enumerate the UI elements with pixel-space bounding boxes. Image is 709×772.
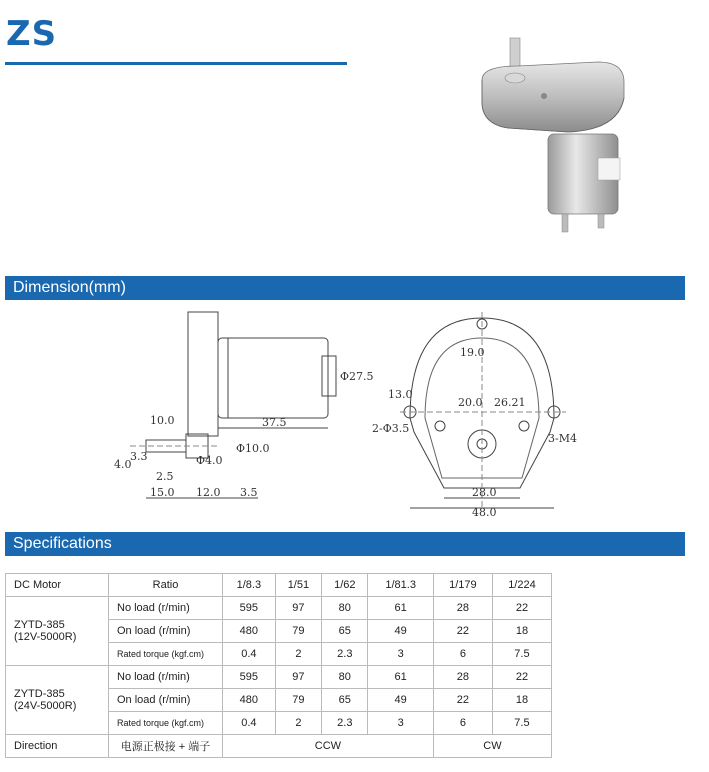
motor-cell: [6, 597, 109, 666]
value-cell: 61: [368, 597, 433, 620]
value-cell: 22: [433, 689, 492, 712]
ratio-cell: 1/179: [433, 574, 492, 597]
value-cell: 49: [368, 620, 433, 643]
value-cell: 7.5: [492, 643, 551, 666]
value-cell: 2.3: [322, 643, 368, 666]
motor-model: ZYTD-385: [14, 688, 65, 700]
row-label: No load (r/min): [109, 666, 223, 689]
value-cell: 97: [275, 666, 321, 689]
col-header-motor: DC Motor: [6, 574, 109, 597]
row-label: Rated torque (kgf.cm): [109, 643, 223, 666]
title-underline: [5, 62, 347, 65]
dim-label: 48.0: [472, 506, 497, 518]
motor-spec: (12V-5000R): [14, 631, 77, 643]
direction-row: [6, 735, 552, 758]
section-header-dimension: Dimension(mm): [5, 276, 685, 300]
value-cell: 18: [492, 620, 551, 643]
direction-ccw: CCW: [223, 735, 434, 758]
value-cell: 2: [275, 712, 321, 735]
value-cell: 80: [322, 597, 368, 620]
value-cell: 3: [368, 643, 433, 666]
motor-cell: [6, 666, 109, 735]
dim-label: 26.21: [494, 396, 526, 409]
ratio-cell: 1/62: [322, 574, 368, 597]
ratio-cell: 1/224: [492, 574, 551, 597]
value-cell: 7.5: [492, 712, 551, 735]
dim-label: 13.0: [388, 388, 413, 401]
value-cell: 18: [492, 689, 551, 712]
dim-label: 3.3: [130, 450, 148, 463]
value-cell: 6: [433, 712, 492, 735]
value-cell: 22: [492, 597, 551, 620]
section-header-specifications: Specifications: [5, 532, 685, 556]
gear-motor-photo: [478, 36, 630, 236]
row-label: No load (r/min): [109, 597, 223, 620]
dim-label: 4.0: [114, 458, 132, 471]
value-cell: 97: [275, 597, 321, 620]
value-cell: 22: [433, 620, 492, 643]
value-cell: 2: [275, 643, 321, 666]
value-cell: 28: [433, 666, 492, 689]
motor-spec: (24V-5000R): [14, 700, 77, 712]
value-cell: 65: [322, 689, 368, 712]
value-cell: 0.4: [223, 643, 276, 666]
value-cell: 49: [368, 689, 433, 712]
dimension-drawing: [110, 308, 580, 518]
value-cell: 0.4: [223, 712, 276, 735]
ratio-cell: 1/8.3: [223, 574, 276, 597]
ratio-cell: 1/81.3: [368, 574, 433, 597]
ratio-cell: 1/51: [275, 574, 321, 597]
dim-label: 37.5: [262, 416, 287, 429]
dim-label: Φ10.0: [236, 442, 270, 455]
dim-label: Φ27.5: [340, 370, 374, 383]
col-header-ratio: Ratio: [109, 574, 223, 597]
direction-label: Direction: [6, 735, 109, 758]
dim-label: 15.0: [150, 486, 175, 499]
value-cell: 2.3: [322, 712, 368, 735]
dim-label: 20.0: [458, 396, 483, 409]
value-cell: 61: [368, 666, 433, 689]
value-cell: 22: [492, 666, 551, 689]
value-cell: 480: [223, 689, 276, 712]
dim-label: 19.0: [460, 346, 485, 359]
value-cell: 3: [368, 712, 433, 735]
value-cell: 595: [223, 666, 276, 689]
value-cell: 65: [322, 620, 368, 643]
table-header-row: [6, 574, 552, 597]
dim-label: 3-M4: [548, 432, 577, 445]
specifications-table: [5, 573, 552, 758]
value-cell: 80: [322, 666, 368, 689]
value-cell: 79: [275, 620, 321, 643]
table-row: [6, 666, 552, 689]
wiring-note: 电源正极接 + 端子: [109, 735, 223, 758]
value-cell: 6: [433, 643, 492, 666]
value-cell: 28: [433, 597, 492, 620]
dim-label: 10.0: [150, 414, 175, 427]
value-cell: 595: [223, 597, 276, 620]
row-label: Rated torque (kgf.cm): [109, 712, 223, 735]
dim-label: 3.5: [240, 486, 258, 499]
direction-cw: CW: [433, 735, 551, 758]
value-cell: 79: [275, 689, 321, 712]
dim-label: 28.0: [472, 486, 497, 499]
table-row: [6, 597, 552, 620]
dim-label: 2-Φ3.5: [372, 422, 410, 435]
value-cell: 480: [223, 620, 276, 643]
row-label: On load (r/min): [109, 689, 223, 712]
motor-model: ZYTD-385: [14, 619, 65, 631]
page-title: ZS: [6, 14, 58, 54]
dim-label: 12.0: [196, 486, 221, 499]
dim-label: 2.5: [156, 470, 174, 483]
row-label: On load (r/min): [109, 620, 223, 643]
dim-label: Φ4.0: [196, 454, 223, 467]
